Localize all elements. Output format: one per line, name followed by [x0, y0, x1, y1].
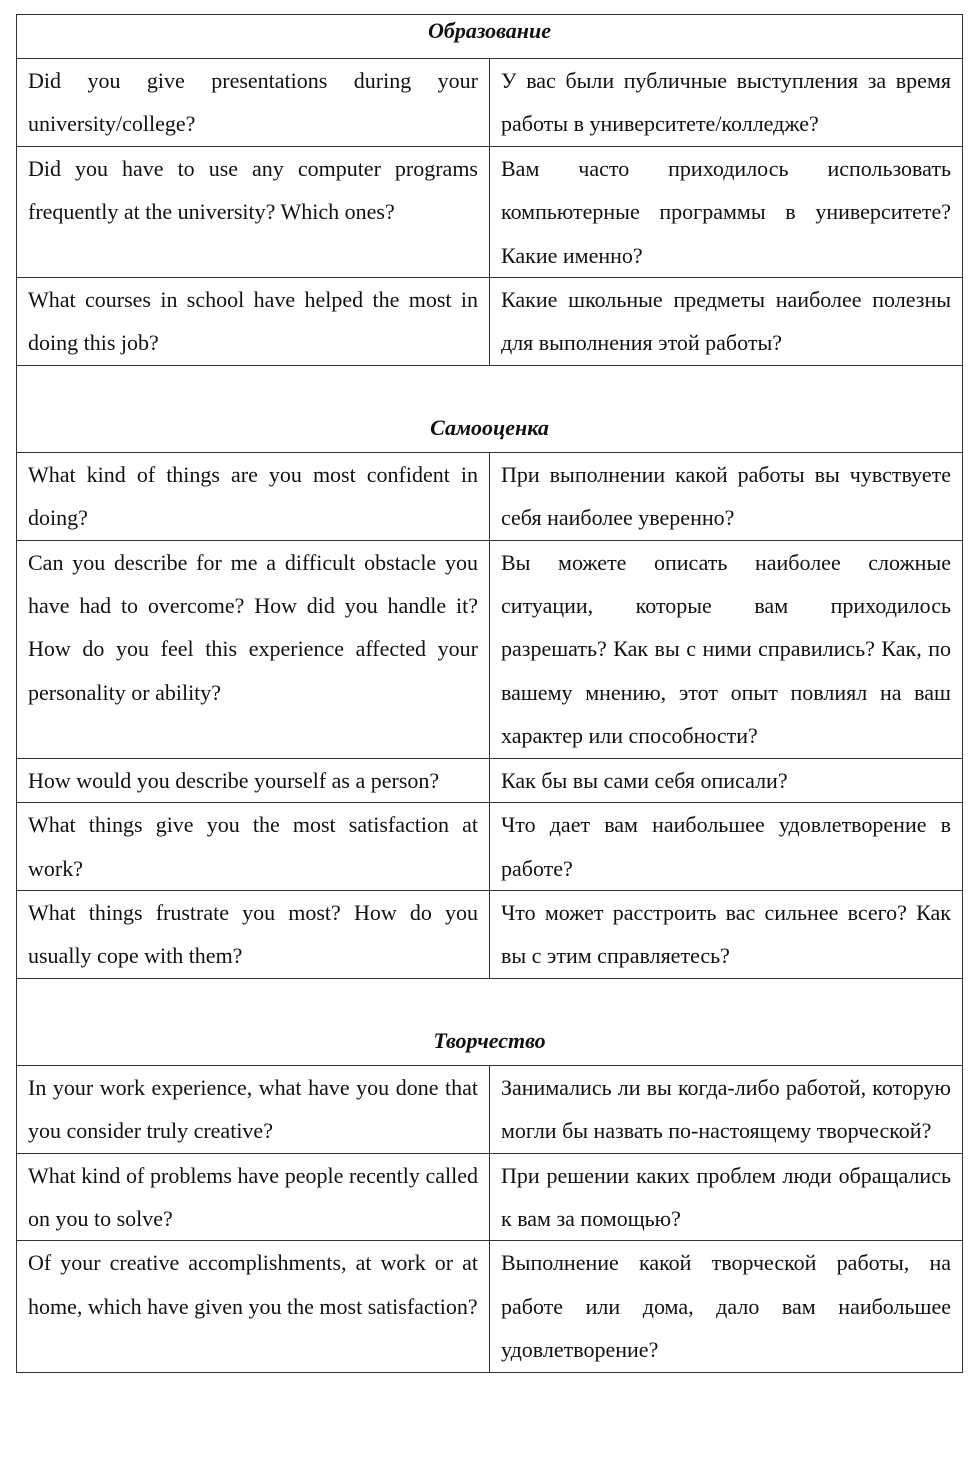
section-heading-row	[17, 15, 963, 59]
question-en: How would you describe yourself as a person?	[17, 758, 490, 802]
question-ru: Как бы вы сами себя описали?	[490, 758, 963, 802]
question-ru: Вам часто приходилось использовать компьютерные программы в университете? Какие именно?	[490, 146, 963, 277]
section-heading-education: Образование	[17, 15, 963, 59]
table-row	[17, 278, 963, 366]
section-heading-row	[17, 978, 963, 1065]
table-row	[17, 1153, 963, 1241]
question-ru: У вас были публичные выступления за время работы в университете/колледже?	[490, 59, 963, 147]
question-ru: Что дает вам наибольшее удовлетворение в работе?	[490, 803, 963, 891]
question-en: Can you describe for me a difficult obstacle you have had to overcome? How did you handle it? How do you feel this experience affected your personality or ability?	[17, 540, 490, 758]
question-en: In your work experience, what have you done that you consider truly creative?	[17, 1065, 490, 1153]
question-ru: Что может расстроить вас сильнее всего? Как вы с этим справляетесь?	[490, 890, 963, 978]
table-row	[17, 758, 963, 802]
question-ru: Занимались ли вы когда-либо работой, которую могли бы назвать по-настоящему творческой?	[490, 1065, 963, 1153]
question-en: What things give you the most satisfaction at work?	[17, 803, 490, 891]
table-row	[17, 1065, 963, 1153]
interview-questions-table	[16, 14, 963, 1373]
table-row	[17, 803, 963, 891]
table-row	[17, 890, 963, 978]
question-en: What kind of problems have people recently called on you to solve?	[17, 1153, 490, 1241]
section-heading-self-assessment: Самооценка	[17, 365, 963, 452]
table-row	[17, 540, 963, 758]
table-row	[17, 146, 963, 277]
table-row	[17, 452, 963, 540]
question-en: Did you have to use any computer programs frequently at the university? Which ones?	[17, 146, 490, 277]
section-heading-row	[17, 365, 963, 452]
question-ru: При решении каких проблем люди обращались к вам за помощью?	[490, 1153, 963, 1241]
question-en: What things frustrate you most? How do you usually cope with them?	[17, 890, 490, 978]
section-heading-creativity: Творчество	[17, 978, 963, 1065]
question-en: What kind of things are you most confident in doing?	[17, 452, 490, 540]
table-row	[17, 1241, 963, 1372]
question-en: Did you give presentations during your university/college?	[17, 59, 490, 147]
question-ru: Вы можете описать наиболее сложные ситуации, которые вам приходилось разрешать? Как вы с ними справились? Как, по вашему мнению, этот опыт повлиял на ваш характер или способности?	[490, 540, 963, 758]
question-en: Of your creative accomplishments, at work or at home, which have given you the most satisfaction?	[17, 1241, 490, 1372]
question-en: What courses in school have helped the most in doing this job?	[17, 278, 490, 366]
question-ru: Какие школьные предметы наиболее полезны для выполнения этой работы?	[490, 278, 963, 366]
question-ru: Выполнение какой творческой работы, на работе или дома, дало вам наибольшее удовлетворение?	[490, 1241, 963, 1372]
table-row	[17, 59, 963, 147]
question-ru: При выполнении какой работы вы чувствуете себя наиболее уверенно?	[490, 452, 963, 540]
